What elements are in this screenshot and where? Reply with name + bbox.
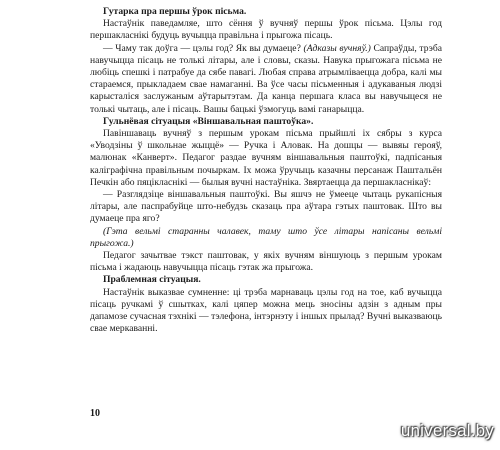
paragraph: Павіншаваць вучняў з першым урокам пісьма прыйшлі іх сябры з курса «Уводзіны ў школьнае жыццё» — Ручка і Аловак. На дошцы — вывяы герояў, малюнак «Канверт». Педагог раздае вучням віншавальныя паштоўкі, падпісаныя каліграфічна правільным почыркам. Іх можа ўручыць казачны персанаж Паштальён Печкін або пяцікласнікі — былыя вучні настаўніка. Звяртаецца да першакласнікаў: — [90, 128, 442, 188]
page-number: 10 — [90, 408, 100, 419]
paragraph: — Разглядзіце віншавальныя паштоўкі. Вы яшчэ не ўмееце чытаць рукапісныя літары, але паспрабуйце што-небудзь сказаць пра аўтара гэтых паштовак. Што вы думаеце пра яго? — [90, 189, 442, 225]
site-watermark: universal.by — [400, 421, 494, 440]
students-answer-note: (Адказы вучняў.) — [303, 42, 371, 54]
paragraph-continuation: Сапраўды, трэба навучыцца пісаць не толькі літары, але і словы, сказы. Навука прыгожага пісьма не любіць спешкі і патрабуе да сябе павагі. Любая справа атрымліваецца добра, калі мы стараемся, прыкладаем свае намаганні. Ва ўсе часы пісьменныя і адукаваныя людзі карысталіся заслужаным аўтарытэтам. Да канца першага класа вы навучыцеся не толькі чытаць, але і пісаць. Вашы бацькі ўзмогуць вамі ганарыцца. — [90, 42, 442, 115]
section-heading-lesson-talk: Гутарка пра першы ўрок пісьма. — [103, 6, 247, 17]
question-text: — Чаму так доўга — цэлы год? Як вы думаеце? — [103, 42, 304, 54]
paragraph: Настаўнік выказвае сумненне: ці трэба марнаваць цэлы год на тое, каб вучыцца пісаць ручкамі ў сшытках, калі цяпер можна мець зносіны адзін з адным пры дапамозе сучасная тэхнікі — тэлефона, інтэрнэту і іншых прылад? Вучні выказваюць свае меркаванні. — [90, 286, 442, 335]
page-text — [90, 6, 442, 335]
section-heading-problem-situation: Праблемная сітуацыя. — [103, 274, 201, 286]
section-heading-game-situation: Гульнёвая сітуацыя «Віншавальная паштоўка». — [103, 115, 314, 127]
paragraph: Настаўнік паведамляе, што сёння ў вучняў першы ўрок пісьма. Цэлы год першакласнікі будуць вучыцца правільна і прыгожа пісаць. — [90, 18, 442, 42]
paragraph-question — [90, 43, 442, 116]
paragraph: Педагог зачытвае тэкст паштовак, у якіх вучням віншуюць з першым урокам пісьма і жадаюць навучыцца пісаць гэтак жа прыгожа. — [90, 250, 442, 274]
italic-answer-paragraph: (Гэта вельмі старанны чалавек, таму што ўсе літары напісаны вельмі прыгожа.) — [90, 225, 442, 249]
